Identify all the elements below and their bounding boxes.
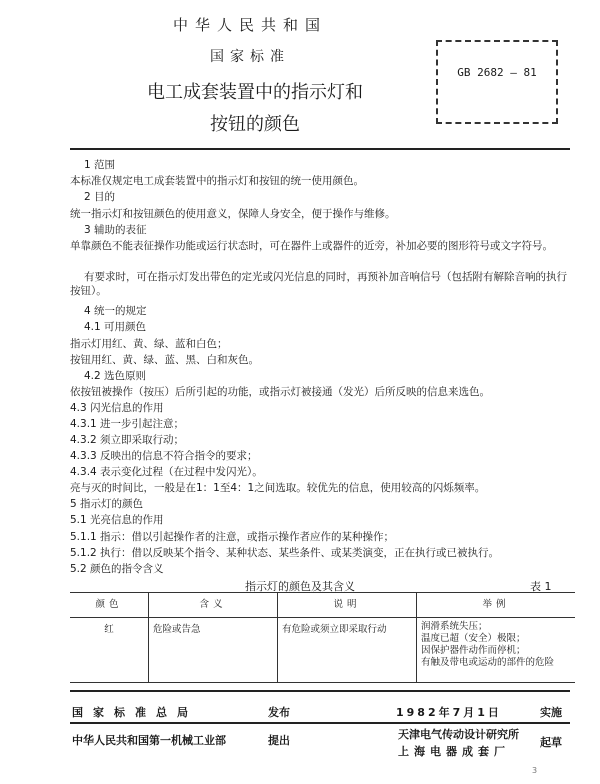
paragraph: 单靠颜色不能表征操作功能或运行状态时，可在器件上或器件的近旁，补加必要的图形符号或文字符号。 [70,240,553,252]
subsection-heading: 4.2 选色原则 [84,370,147,382]
drafter-2: 上海电器成套厂 [398,745,510,758]
list-item: 5.1.1 指示：借以引起操作者的注意，或指示操作者应作的某种操作； [70,531,395,543]
list-item: 4.3.3 反映出的信息不符合指令的要求； [70,450,258,462]
subsection-heading: 4.3 闪光信息的作用 [70,402,164,414]
section-heading: 3 辅助的表征 [84,224,147,236]
proposer: 中华人民共和国第一机械工业部 [72,734,226,747]
paragraph: 按钮用红、黄、绿、蓝、黑、白和灰色。 [70,354,259,366]
implement-date: 1982年7月1日 [396,706,502,719]
example-item: 有触及带电或运动的部件的危险 [421,657,555,668]
standard-code-box [436,40,558,124]
section-heading: 4 统一的规定 [84,305,147,317]
list-item: 4.3.4 表示变化过程（在过程中发闪光）。 [70,466,263,478]
section-heading: 2 目的 [84,191,116,203]
section-heading: 5 指示灯的颜色 [70,498,144,510]
standard-code: GB 2682 — 81 [457,66,537,79]
header-divider [70,148,570,150]
paragraph: 依按钮被操作（按压）后所引起的功能，或指示灯被接通（发光）后所反映的信息来选色。 [70,386,490,398]
column-header: 含义 [149,593,278,618]
subsection-heading: 5.2 颜色的指令含义 [70,563,164,575]
cell-examples [417,618,576,683]
table-row [70,618,575,683]
cell-color: 红 [70,618,149,683]
table-header-row [70,593,575,618]
list-item: 4.3.2 须立即采取行动； [70,434,185,446]
column-header: 举例 [417,593,576,618]
issuer: 国家标准总局 [72,706,198,719]
issue-word: 发布 [268,706,290,719]
paragraph: 有要求时，可在指示灯发出带色的定光或闪光信息的同时，再预补加音响信号（包括附有解除音响的执行按钮）。 [70,271,567,297]
example-item: 润滑系统失压； [421,621,488,632]
section-heading: 1 范围 [84,159,116,171]
list-item: 5.1.2 执行：借以反映某个指令、某种状态、某些条件、或某类演变，正在执行或已被执行。 [70,547,500,559]
title-line-2: 按钮的颜色 [210,114,300,135]
cell-meaning: 危险或告急 [149,618,278,683]
country-name: 中华人民共和国 [172,16,327,34]
table-caption: 指示灯的颜色及其含义 [245,580,355,593]
color-meaning-table [70,592,575,683]
draft-word: 起草 [540,736,562,749]
example-item: 因保护器件动作而停机； [421,645,526,656]
paragraph: 亮与灭的时间比，一般是在1：1至4：1之间选取。较优先的信息，使用较高的闪烁频率。 [70,482,486,494]
implement-word: 实施 [540,706,562,719]
page-number: 3 [532,766,538,775]
subsection-heading: 5.1 光亮信息的作用 [70,514,164,526]
propose-word: 提出 [268,734,290,747]
paragraph: 本标准仅规定电工成套装置中的指示灯和按钮的统一使用颜色。 [70,175,364,187]
cell-description: 有危险或须立即采取行动 [278,618,417,683]
column-header: 颜色 [70,593,149,618]
footer-divider [70,690,570,692]
subsection-heading: 4.1 可用颜色 [84,321,147,333]
paragraph: 统一指示灯和按钮颜色的使用意义，保障人身安全，便于操作与维修。 [70,208,396,220]
table-number: 表 1 [530,580,552,593]
list-item: 4.3.1 进一步引起注意； [70,418,185,430]
column-header: 说明 [278,593,417,618]
standard-type: 国家标准 [210,49,290,65]
drafter-1: 天津电气传动设计研究所 [398,728,519,741]
title-line-1: 电工成套装置中的指示灯和 [147,82,363,103]
example-item: 温度已超（安全）极限； [421,633,526,644]
paragraph: 指示灯用红、黄、绿、蓝和白色； [70,338,228,350]
footer-divider [70,722,570,724]
